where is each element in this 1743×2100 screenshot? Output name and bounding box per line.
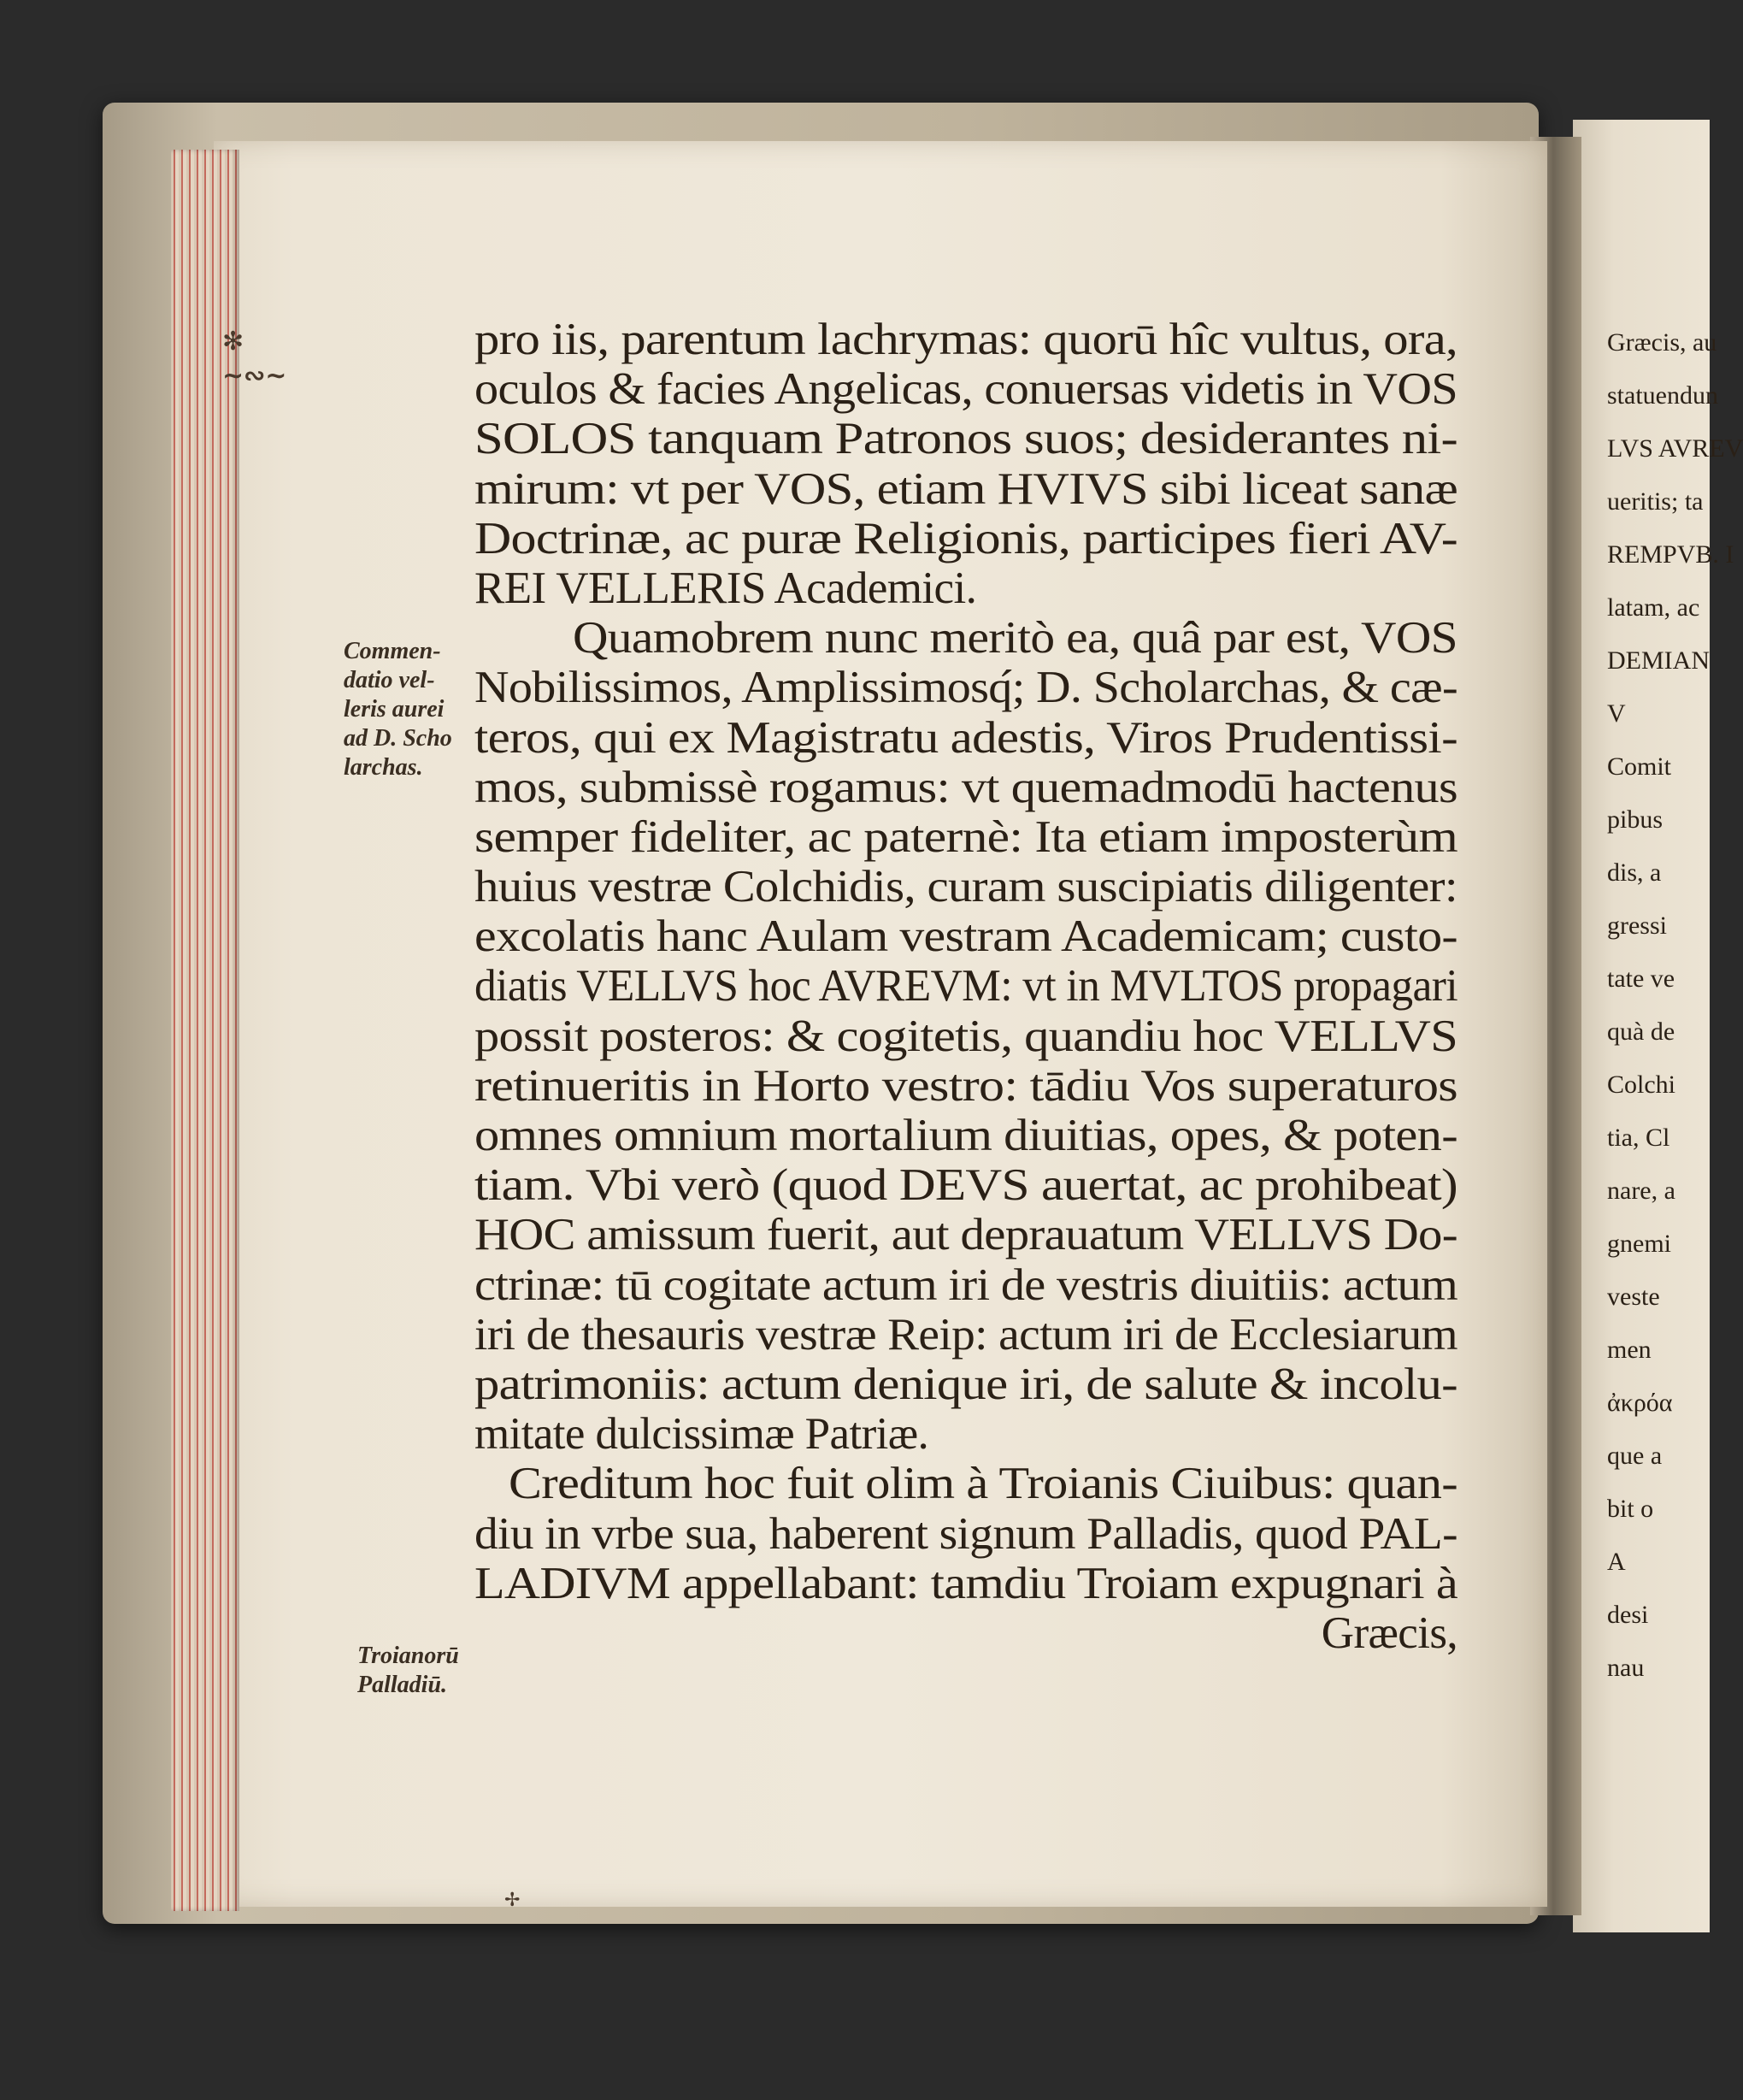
next-page-fragment: Comit: [1607, 752, 1672, 781]
next-page-fragment: latam, ac: [1607, 593, 1700, 622]
text-line: oculos & facies Angelicas, conuersas videtis in VOS: [474, 364, 1457, 415]
text-line: HOC amissum fuerit, aut deprauatum VELLVS Do-: [474, 1210, 1457, 1260]
text-line: huius vestræ Colchidis, curam suscipiatis diligenter:: [474, 862, 1458, 912]
text-line: iri de thesauris vestræ Reip: actum iri de Ecclesiarum: [474, 1309, 1457, 1360]
margin-note-commendatio: [344, 637, 489, 782]
text-line: possit posteros: & cogitetis, quandiu hoc VELLVS: [474, 1011, 1458, 1061]
text-line: patrimoniis: actum denique iri, de salute & incolu-: [474, 1359, 1458, 1409]
next-page-fragment: V: [1607, 699, 1626, 728]
text-line: omnes omnium mortalium diuitias, opes, & poten-: [474, 1111, 1458, 1160]
text-line: Nobilissimos, Amplissimosq́; D. Scholarchas, & cæ-: [474, 663, 1458, 713]
margin-note-line: ad D. Scho: [344, 725, 452, 752]
text-line: mitate dulcissimæ Patriæ.: [474, 1409, 929, 1460]
next-page-fragment: ἀκρόα: [1607, 1389, 1673, 1417]
next-page-fragment: pibus: [1607, 805, 1664, 834]
next-page-fragment: DEMIAN: [1607, 646, 1710, 675]
margin-note-line: Troianorū: [357, 1643, 459, 1669]
catchword: Græcis,: [1321, 1607, 1457, 1658]
margin-note-line: leris aurei: [344, 696, 445, 723]
next-page-fragment: Colchi: [1607, 1071, 1675, 1099]
text-line: Creditum hoc fuit olim à Troianis Ciuibus: quan-: [509, 1459, 1458, 1509]
next-page-fragment: nare, a: [1607, 1177, 1675, 1205]
text-line: tiam. Vbi verò (quod DEVS auertat, ac prohibeat): [474, 1160, 1457, 1211]
text-line: pro iis, parentum lachrymas: quorū hîc vultus, ora,: [474, 315, 1458, 364]
next-page-fragment: que a: [1607, 1442, 1663, 1470]
ink-mark-small: ✢: [504, 1890, 521, 1911]
next-page-fragment: ueritis; ta: [1607, 487, 1704, 516]
text-line: diu in vrbe sua, haberent signum Palladis, quod PAL-: [474, 1508, 1457, 1559]
text-line: teros, qui ex Magistratu adestis, Viros Prudentissi-: [474, 712, 1457, 763]
next-page-fragment: gnemi: [1607, 1230, 1671, 1258]
margin-note-line: datio vel-: [344, 667, 435, 693]
next-page-fragment: tate ve: [1607, 964, 1675, 993]
text-line: REI VELLERIS Academici.: [474, 563, 977, 613]
text-line: mos, submissè rogamus: vt quemadmodū hactenus: [474, 762, 1457, 812]
next-page-text-fragments: [1607, 316, 1743, 1695]
text-line: diatis VELLVS hoc AVREVM: vt in MVLTOS propagari: [474, 961, 1458, 1012]
next-page-fragment: Græcis, au: [1607, 328, 1717, 357]
text-line: retinueritis in Horto vestro: tādiu Vos superaturos: [474, 1060, 1457, 1111]
text-line: Quamobrem nunc meritò ea, quâ par est, VOS: [573, 613, 1457, 664]
next-page-fragment: REMPVB. I: [1607, 540, 1734, 569]
text-line: SOLOS tanquam Patronos suos; desiderantes ni-: [474, 414, 1458, 464]
text-line: Doctrinæ, ac puræ Religionis, participes fieri AV-: [474, 513, 1458, 563]
text-line: semper fideliter, ac paternè: Ita etiam imposterùm: [474, 811, 1458, 862]
next-page-fragment: men: [1607, 1336, 1652, 1364]
next-page-fragment: A: [1607, 1548, 1626, 1576]
next-page-fragment: statuendun: [1607, 381, 1718, 410]
next-page-fragment: tia, Cl: [1607, 1124, 1670, 1152]
next-page-fragment: nau: [1607, 1654, 1645, 1682]
next-page-fragment: bit o: [1607, 1495, 1654, 1523]
text-line: ctrinæ: tū cogitate actum iri de vestris diuitiis: actum: [474, 1259, 1458, 1310]
next-page-fragment: gressi: [1607, 911, 1667, 940]
next-page-fragment: veste: [1607, 1283, 1660, 1311]
next-page-fragment: LVS AVREV: [1607, 434, 1743, 463]
ink-marginal-scribble: ✻ ∼∾∼: [222, 327, 287, 391]
margin-note-troianorum: [357, 1642, 494, 1700]
page-fore-edge: [171, 150, 239, 1911]
text-line: LADIVM appellabant: tamdiu Troiam expugnari à: [474, 1558, 1458, 1608]
next-page-fragment: desi: [1607, 1601, 1649, 1629]
next-page-fragment: quà de: [1607, 1018, 1675, 1046]
margin-note-line: Palladiū.: [357, 1672, 448, 1698]
main-text-block: [474, 315, 1457, 1658]
margin-note-line: Commen-: [344, 638, 441, 664]
text-line: excolatis hanc Aulam vestram Academicam; custo-: [474, 911, 1457, 962]
next-page-fragment: dis, a: [1607, 858, 1662, 887]
text-line: mirum: vt per VOS, etiam HVIVS sibi liceat sanæ: [474, 463, 1457, 514]
margin-note-line: larchas.: [344, 754, 423, 781]
